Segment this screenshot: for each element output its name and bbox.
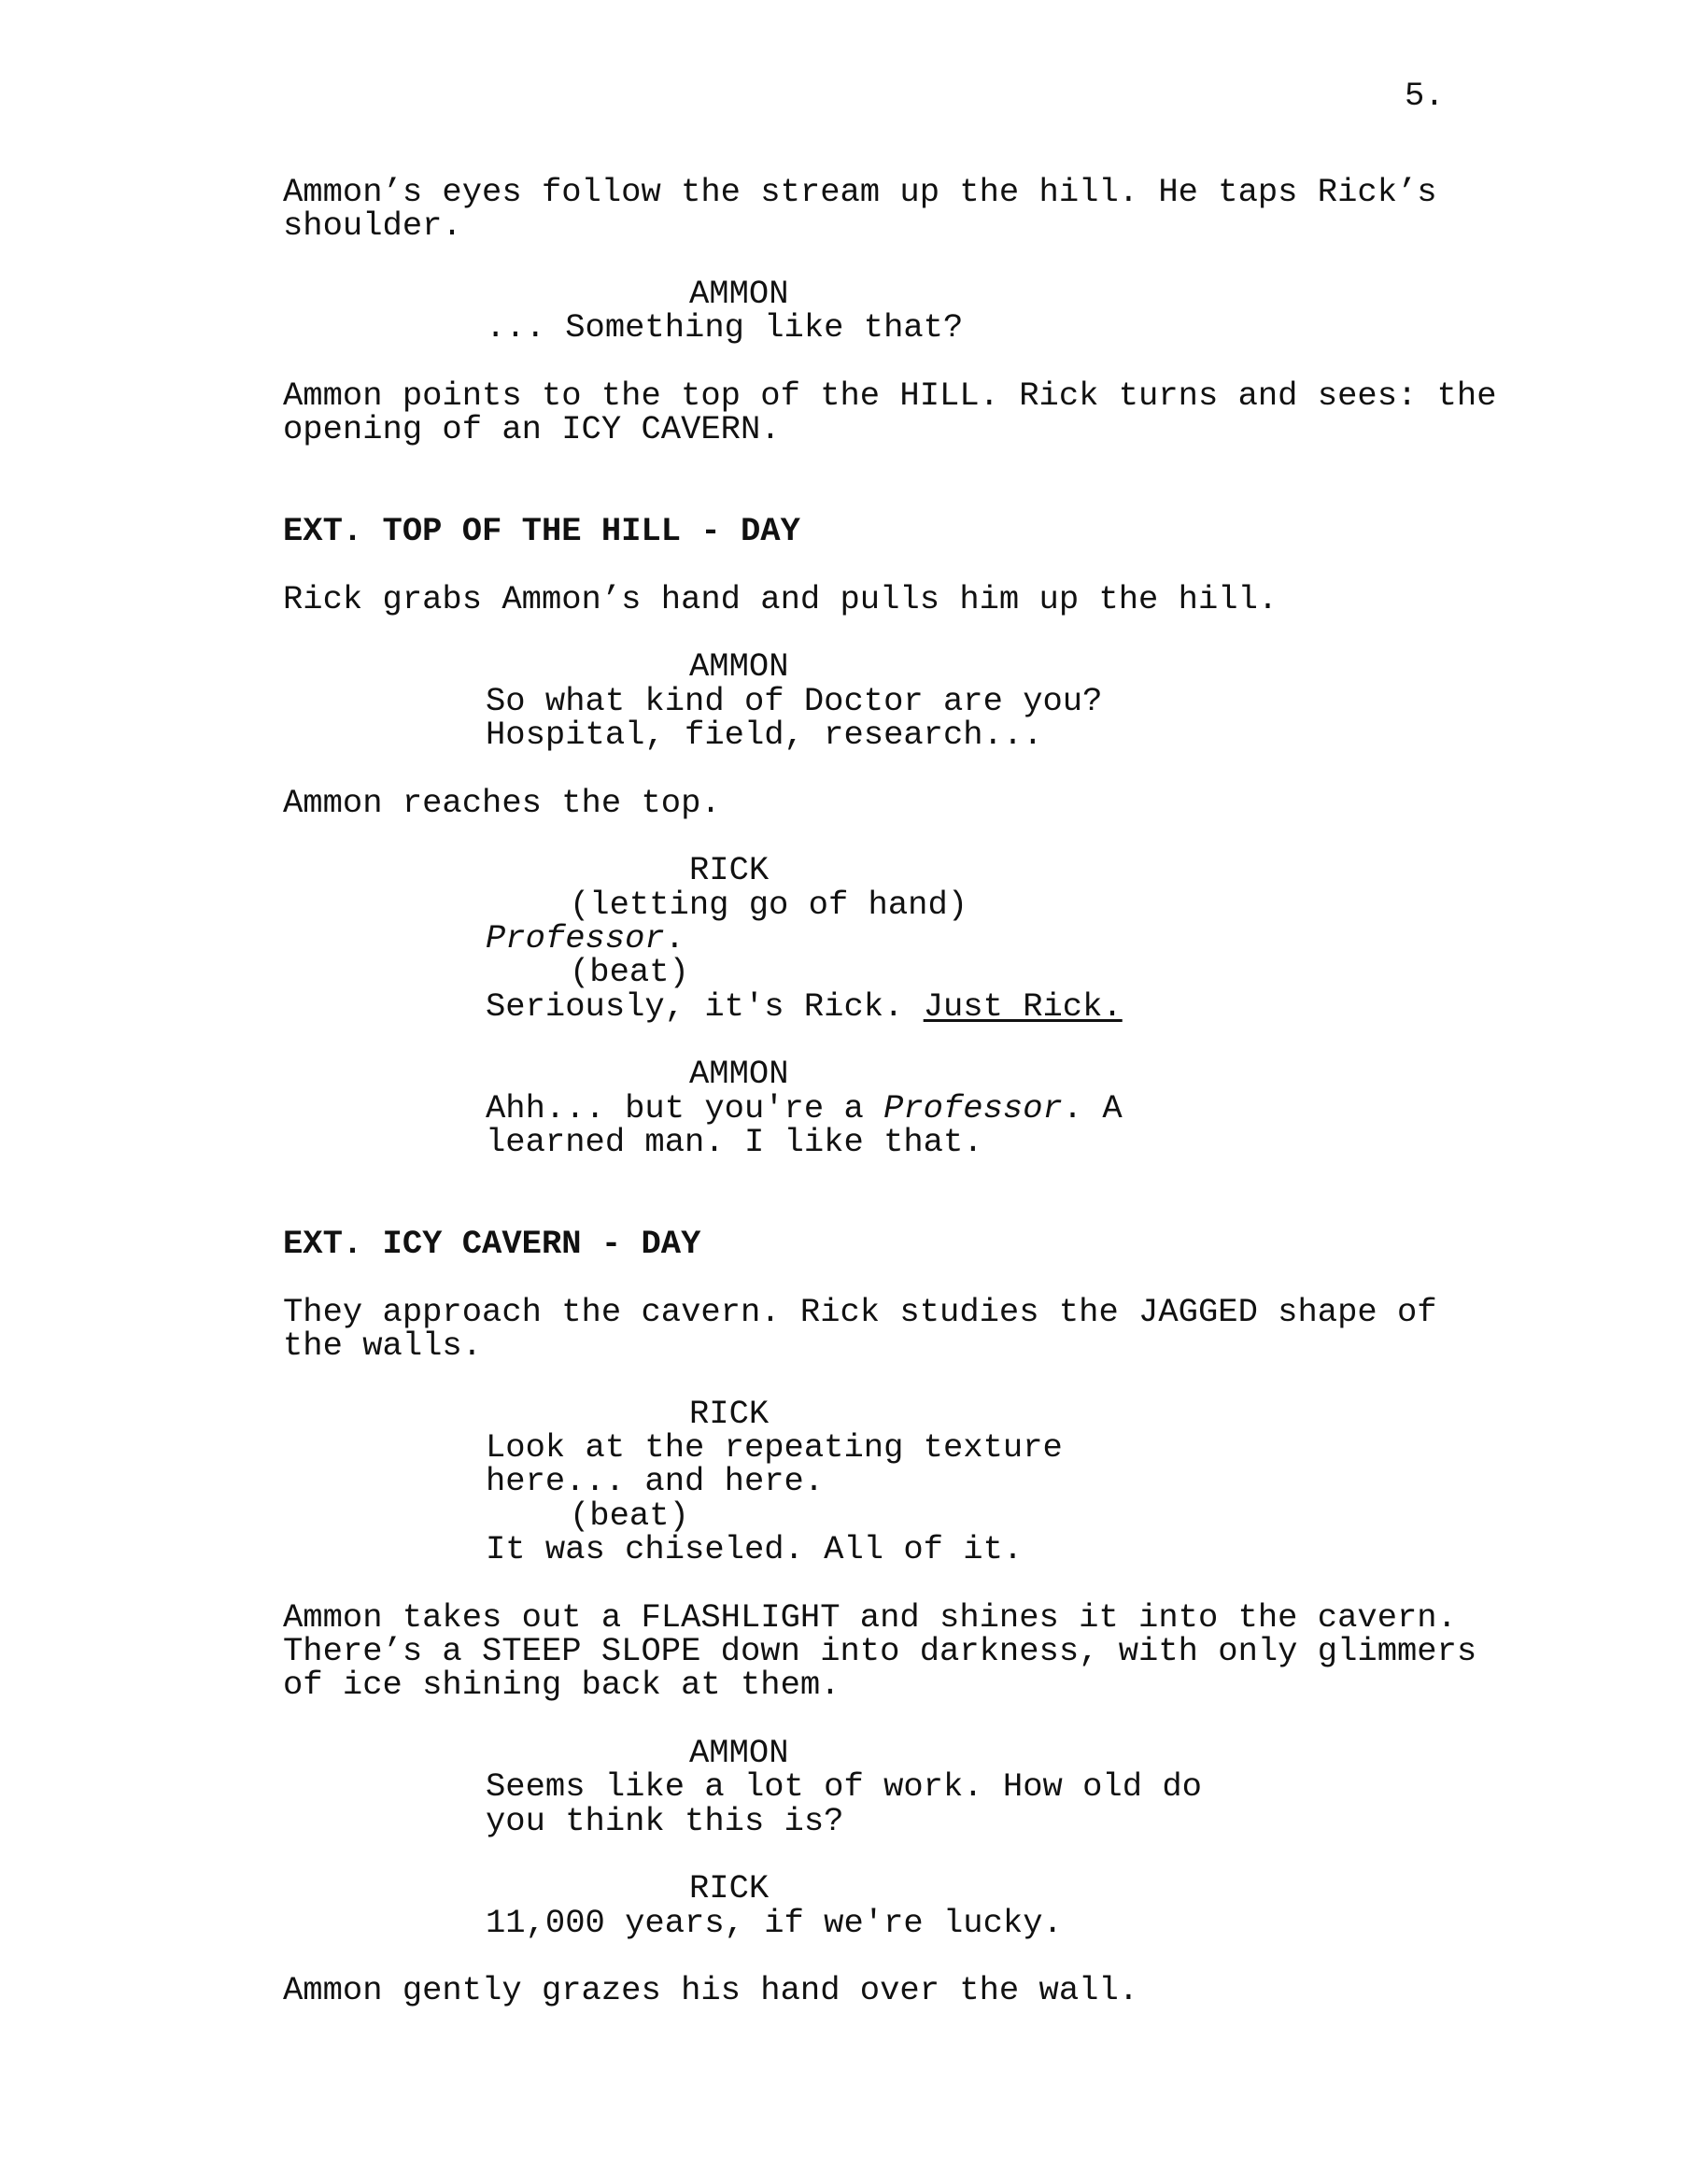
parenthetical: (letting go of hand) xyxy=(570,886,968,924)
parenthetical: (beat) xyxy=(570,1496,689,1535)
character-name: AMMON xyxy=(689,275,789,313)
dialogue-line: Hospital, field, research... xyxy=(486,716,1043,754)
emphasis-underline: Just Rick. xyxy=(923,987,1123,1026)
action-line: Ammon points to the top of the HILL. Rick turns and sees: the xyxy=(283,376,1497,415)
emphasis-italic: Professor xyxy=(883,1089,1063,1127)
dialogue-line: So what kind of Doctor are you? xyxy=(486,682,1103,720)
dialogue-line xyxy=(486,919,685,957)
action-line: shoulder. xyxy=(283,206,462,245)
character-name: RICK xyxy=(689,1395,770,1433)
dialogue-line: 11,000 years, if we're lucky. xyxy=(486,1904,1063,1942)
dialogue-line xyxy=(486,987,1123,1026)
action-line: Ammon’s eyes follow the stream up the hill. He taps Rick’s xyxy=(283,173,1437,211)
character-name: AMMON xyxy=(689,1734,789,1772)
dialogue-line: Seems like a lot of work. How old do xyxy=(486,1767,1202,1806)
action-line: of ice shining back at them. xyxy=(283,1666,840,1704)
action-line: the walls. xyxy=(283,1326,483,1365)
character-name: AMMON xyxy=(689,647,789,686)
dialogue-text: Seriously, it's Rick. xyxy=(486,987,924,1026)
character-name: RICK xyxy=(689,1869,770,1907)
dialogue-line: It was chiseled. All of it. xyxy=(486,1530,1024,1568)
dialogue-text: . A xyxy=(1062,1089,1123,1127)
emphasis-italic: Professor xyxy=(486,919,665,957)
action-line: They approach the cavern. Rick studies the JAGGED shape of xyxy=(283,1293,1437,1331)
dialogue-text: . xyxy=(664,919,685,957)
character-name: RICK xyxy=(689,851,770,889)
dialogue-line: ... Something like that? xyxy=(486,308,964,347)
scene-heading: EXT. ICY CAVERN - DAY xyxy=(283,1225,701,1263)
action-line: Ammon takes out a FLASHLIGHT and shines it into the cavern. xyxy=(283,1598,1457,1637)
scene-heading: EXT. TOP OF THE HILL - DAY xyxy=(283,512,800,550)
action-line: There’s a STEEP SLOPE down into darkness, with only glimmers xyxy=(283,1632,1477,1670)
dialogue-line xyxy=(486,1089,1123,1127)
dialogue-line: here... and here. xyxy=(486,1462,825,1500)
page-number: 5. xyxy=(1405,77,1445,115)
dialogue-line: Look at the repeating texture xyxy=(486,1428,1063,1467)
action-line: Ammon reaches the top. xyxy=(283,784,721,822)
action-line: opening of an ICY CAVERN. xyxy=(283,410,781,448)
character-name: AMMON xyxy=(689,1055,789,1093)
parenthetical: (beat) xyxy=(570,953,689,991)
dialogue-text: Ahh... but you're a xyxy=(486,1089,884,1127)
dialogue-line: learned man. I like that. xyxy=(486,1123,983,1161)
dialogue-line: you think this is? xyxy=(486,1802,844,1840)
action-line: Ammon gently grazes his hand over the wall. xyxy=(283,1971,1139,2009)
action-line: Rick grabs Ammon’s hand and pulls him up the hill. xyxy=(283,580,1278,618)
